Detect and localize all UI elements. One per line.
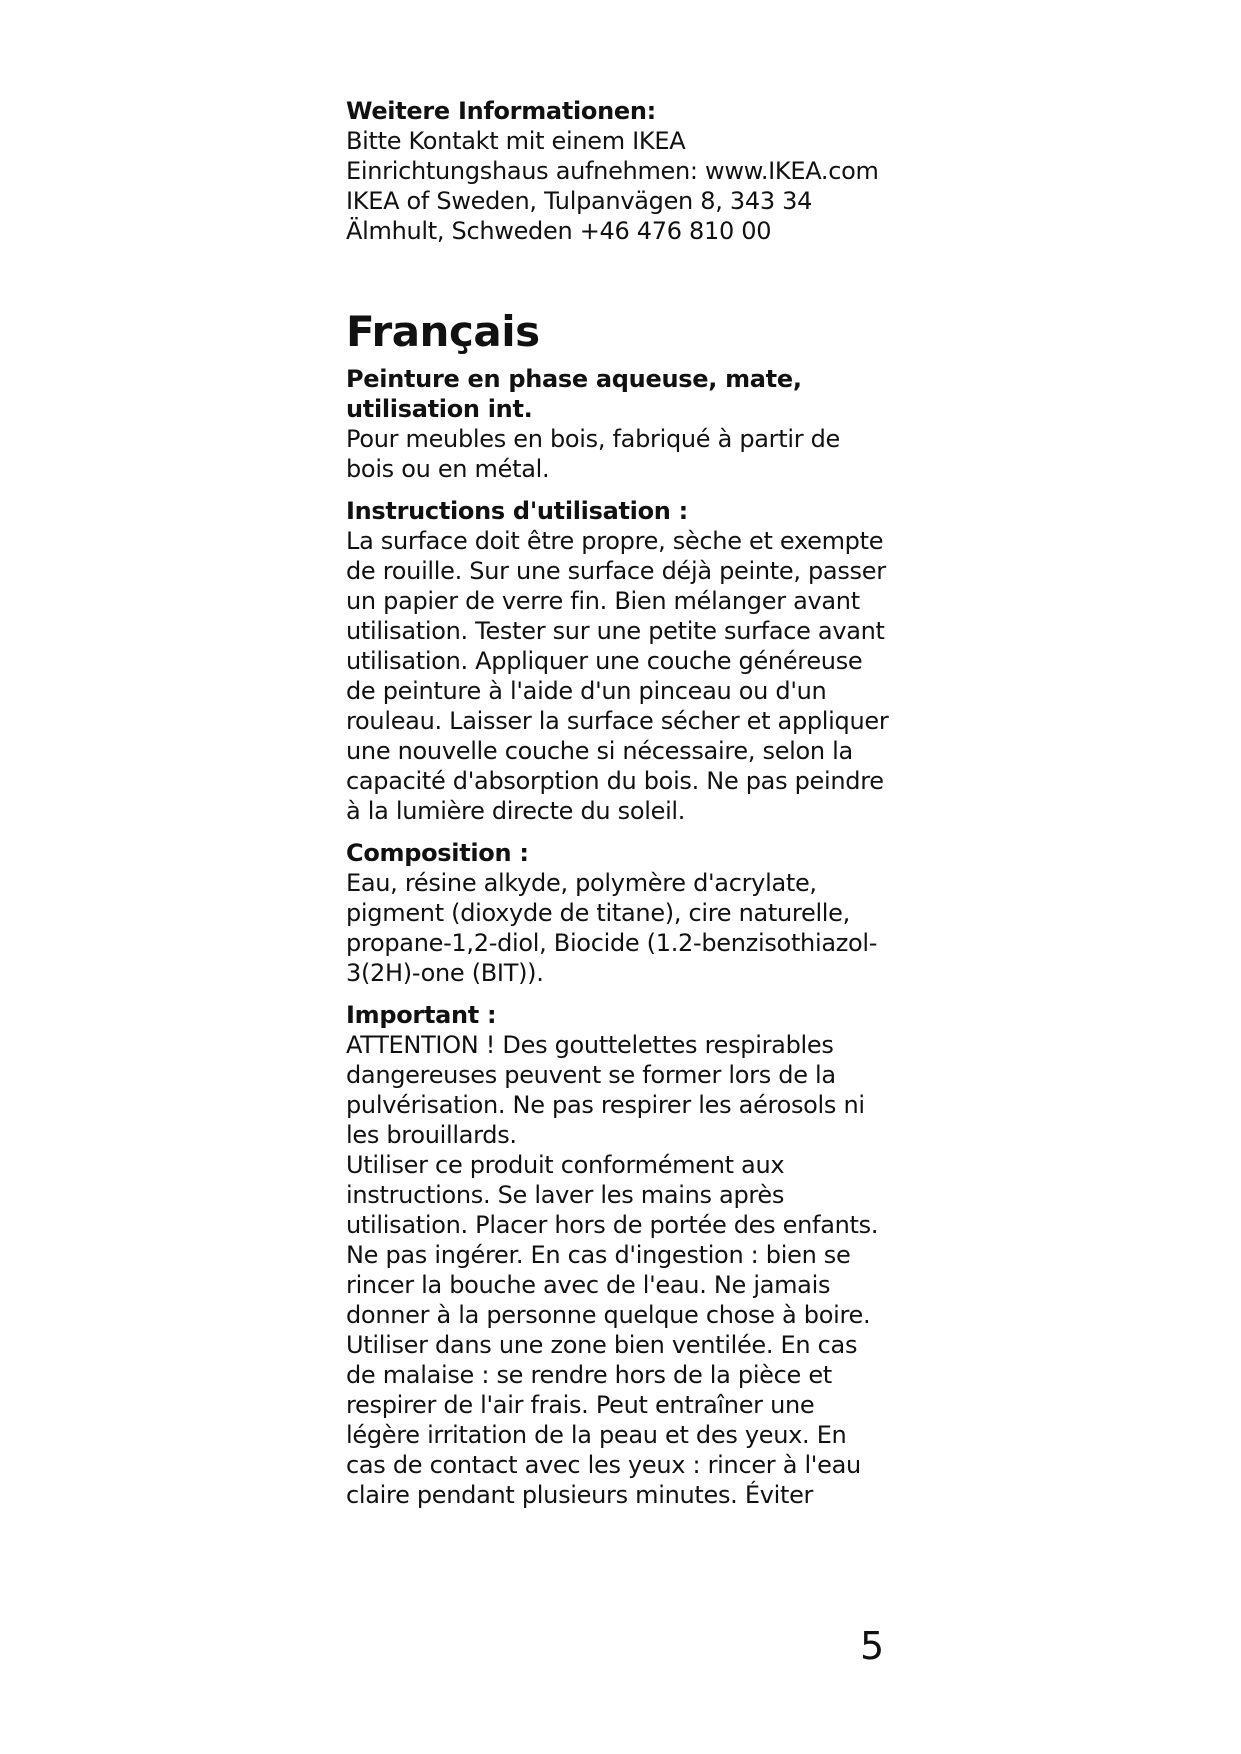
important-line: utilisation. Placer hors de portée des enfants.: [346, 1211, 879, 1239]
instructions-line: utilisation. Tester sur une petite surface avant: [346, 617, 885, 645]
product-line: bois ou en métal.: [346, 455, 550, 483]
important-line: de malaise : se rendre hors de la pièce et: [346, 1361, 832, 1389]
important-line: instructions. Se laver les mains après: [346, 1181, 785, 1209]
composition-line: 3(2H)-one (BIT)).: [346, 959, 544, 987]
instructions-section: [346, 496, 906, 826]
important-line: donner à la personne quelque chose à boire.: [346, 1301, 871, 1329]
instructions-line: utilisation. Appliquer une couche généreuse: [346, 647, 863, 675]
instructions-line: La surface doit être propre, sèche et exempte: [346, 527, 884, 555]
german-info-line: Älmhult, Schweden +46 476 810 00: [346, 217, 772, 245]
composition-line: pigment (dioxyde de titane), cire naturelle,: [346, 899, 850, 927]
german-info-line: IKEA of Sweden, Tulpanvägen 8, 343 34: [346, 187, 813, 215]
important-line: ATTENTION ! Des gouttelettes respirables: [346, 1031, 834, 1059]
page-content: [346, 96, 906, 1522]
important-heading: Important :: [346, 1001, 497, 1029]
product-description: [346, 364, 906, 484]
page-number: 5: [860, 1624, 885, 1668]
important-line: Ne pas ingérer. En cas d'ingestion : bien se: [346, 1241, 851, 1269]
german-info-section: [346, 96, 906, 246]
instructions-heading: Instructions d'utilisation :: [346, 497, 688, 525]
german-info-line: Einrichtungshaus aufnehmen: www.IKEA.com: [346, 157, 879, 185]
composition-line: propane-1,2-diol, Biocide (1.2-benzisothiazol-: [346, 929, 878, 957]
important-line: cas de contact avec les yeux : rincer à l'eau: [346, 1451, 861, 1479]
instructions-line: à la lumière directe du soleil.: [346, 797, 686, 825]
important-line: légère irritation de la peau et des yeux. En: [346, 1421, 847, 1449]
product-heading-line: utilisation int.: [346, 395, 533, 423]
instructions-line: rouleau. Laisser la surface sécher et appliquer: [346, 707, 889, 735]
important-line: les brouillards.: [346, 1121, 517, 1149]
composition-line: Eau, résine alkyde, polymère d'acrylate,: [346, 869, 817, 897]
instructions-line: une nouvelle couche si nécessaire, selon la: [346, 737, 853, 765]
important-line: Utiliser ce produit conformément aux: [346, 1151, 785, 1179]
german-info-heading: Weitere Informationen:: [346, 97, 656, 125]
french-section-title: Français: [346, 307, 540, 356]
composition-section: [346, 838, 906, 988]
product-heading-line: Peinture en phase aqueuse, mate,: [346, 365, 802, 393]
important-line: pulvérisation. Ne pas respirer les aérosols ni: [346, 1091, 865, 1119]
instructions-line: capacité d'absorption du bois. Ne pas peindre: [346, 767, 884, 795]
composition-heading: Composition :: [346, 839, 529, 867]
important-line: dangereuses peuvent se former lors de la: [346, 1061, 836, 1089]
instructions-line: de rouille. Sur une surface déjà peinte, passer: [346, 557, 886, 585]
important-line: Utiliser dans une zone bien ventilée. En cas: [346, 1331, 858, 1359]
important-line: respirer de l'air frais. Peut entraîner une: [346, 1391, 815, 1419]
important-section: [346, 1000, 906, 1510]
instructions-line: un papier de verre fin. Bien mélanger avant: [346, 587, 860, 615]
instructions-line: de peinture à l'aide d'un pinceau ou d'un: [346, 677, 827, 705]
product-line: Pour meubles en bois, fabriqué à partir de: [346, 425, 841, 453]
german-info-line: Bitte Kontakt mit einem IKEA: [346, 127, 686, 155]
important-line: claire pendant plusieurs minutes. Éviter: [346, 1481, 814, 1509]
important-line: rincer la bouche avec de l'eau. Ne jamais: [346, 1271, 831, 1299]
